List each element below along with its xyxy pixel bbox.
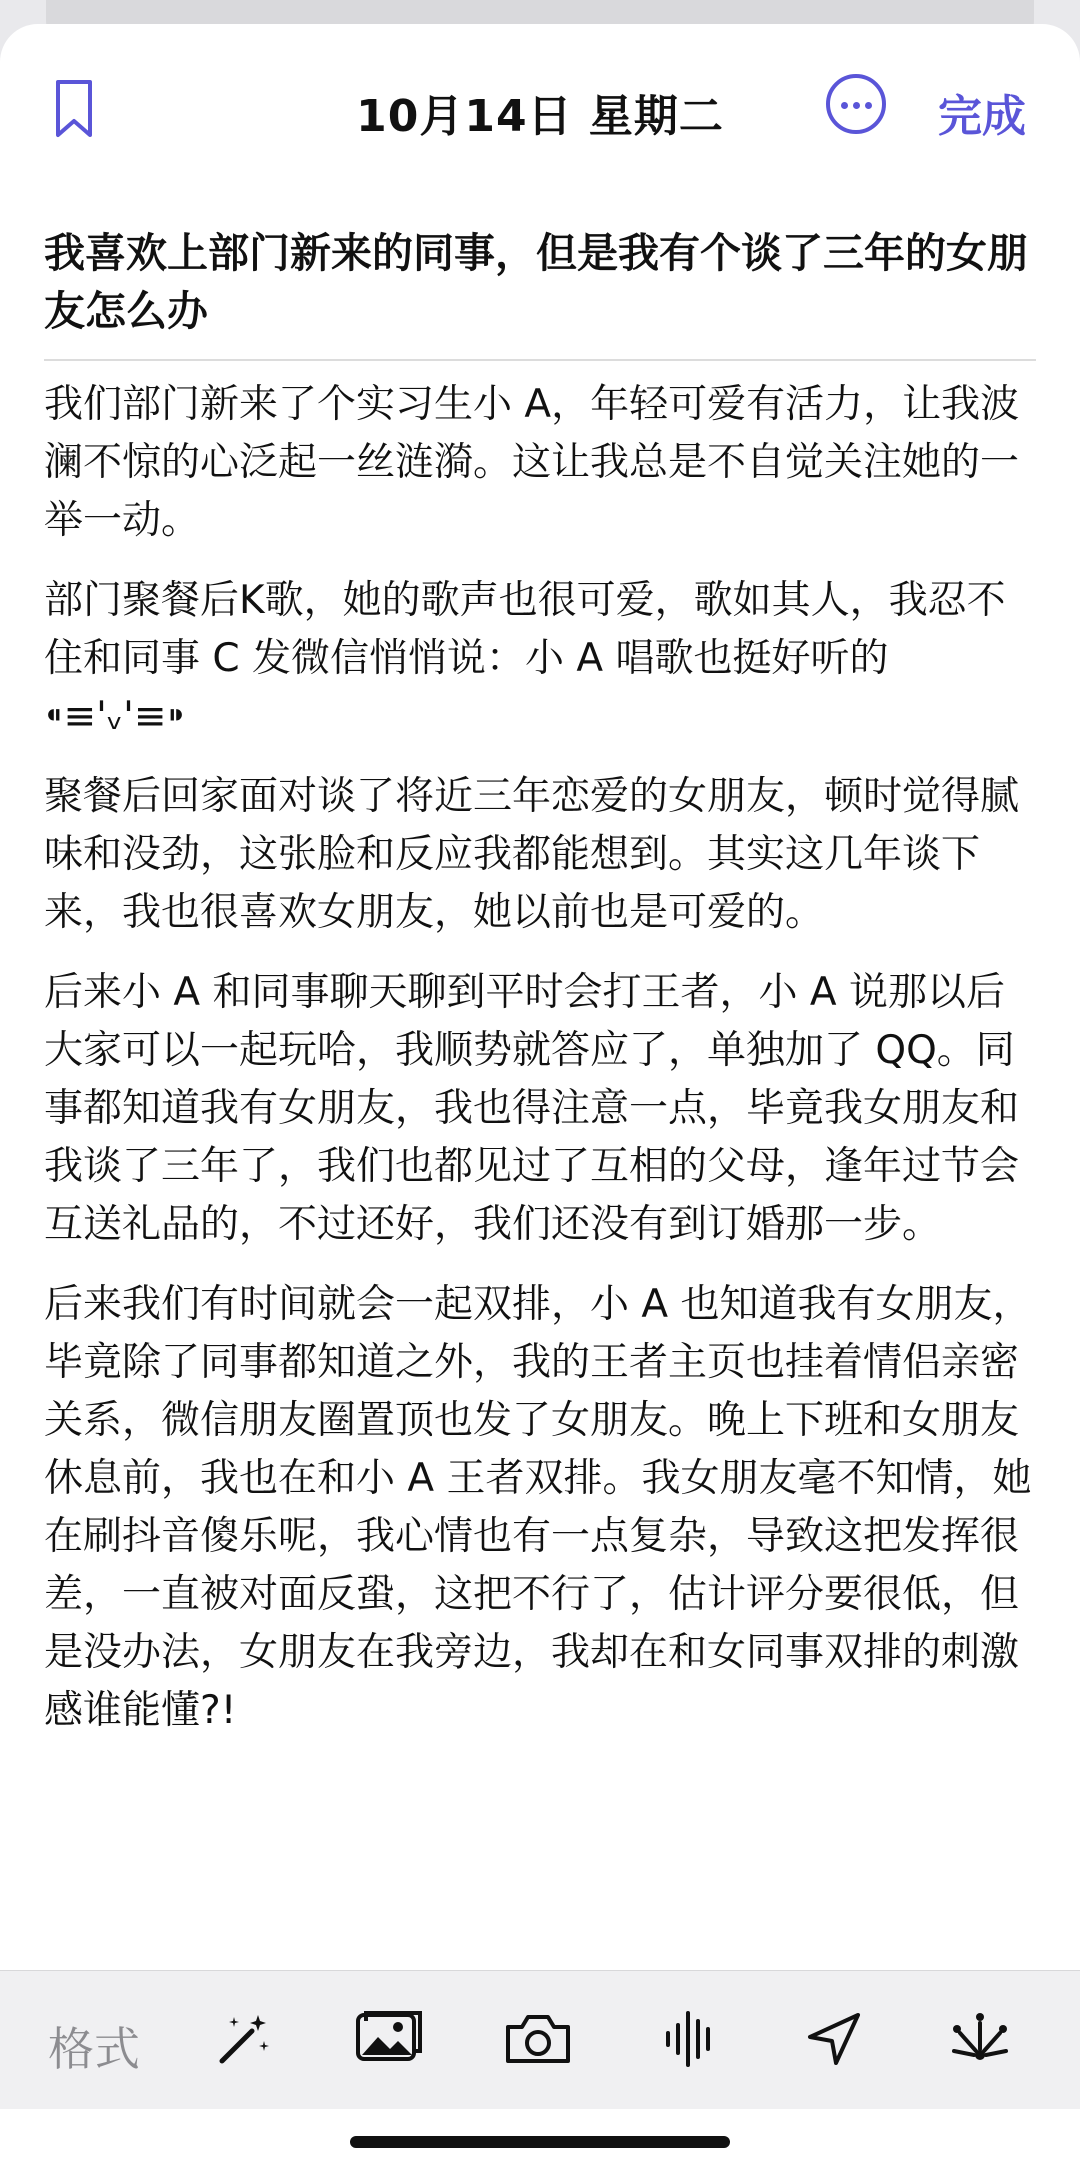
format-toolbar [0,1970,1080,2109]
note-date: 10月14日 星期二 [356,91,724,142]
more-options-button[interactable] [826,74,886,134]
waveform-icon[interactable] [658,2007,722,2071]
note-paragraph[interactable]: 后来小 A 和同事聊天聊到平时会打王者，小 A 说那以后大家可以一起玩哈，我顺势就答应了，单独加了 QQ。同事都知道我有女朋友，我也得注意一点，毕竟我女朋友和我谈了三年了，我们也都见过了互相的父母，逢年过节会互送礼品的，不过还好，我们还没有到订婚那一步。 [44,970,1020,1247]
done-button[interactable]: 完成 [938,91,1026,142]
send-arrow-icon[interactable] [802,2007,866,2071]
note-paragraph[interactable]: 后来我们有时间就会一起双排，小 A 也知道我有女朋友，毕竟除了同事都知道之外，我的王者主页也挂着情侣亲密关系，微信朋友圈置顶也发了女朋友。晚上下班和女朋友休息前，我也在和小 A 王者双排。我女朋友毫不知情，她在刷抖音傻乐呢，我心情也有一点复杂，导致这把发挥很差，一直被对面反蛩，这把不行了，估计评分要很低，但是没办法，女朋友在我旁边，我却在和女同事双排的刺激感谁能懂?! [44,1282,1032,1733]
note-paragraph[interactable]: 部门聚餐后K歌，她的歌声也很可爱，歌如其人，我忍不住和同事 C 发微信悄悄说：小 A 唱歌也挺好听的 ⁌≡'ᵥ'≡⁍ [44,578,1006,739]
note-body[interactable] [44,376,1034,1762]
photo-library-icon[interactable] [354,2007,426,2071]
ellipsis-dot [853,102,860,109]
bookmark-icon[interactable] [54,78,94,140]
camera-icon[interactable] [502,2007,574,2071]
title-divider [44,359,1036,361]
format-button[interactable]: 格式 [48,2022,140,2076]
magic-wand-icon[interactable] [212,2007,276,2071]
note-paragraph[interactable]: 聚餐后回家面对谈了将近三年恋爱的女朋友，顿时觉得腻味和没劲，这张脸和反应我都能想到。其实这几年谈下来，我也很喜欢女朋友，她以前也是可爱的。 [44,774,1020,935]
home-indicator [350,2136,730,2148]
burst-icon[interactable] [948,2007,1012,2071]
ellipsis-dot [841,102,848,109]
ellipsis-dot [865,102,872,109]
note-title[interactable]: 我喜欢上部门新来的同事，但是我有个谈了三年的女朋友怎么办 [44,229,1028,335]
note-paragraph[interactable]: 我们部门新来了个实习生小 A，年轻可爱有活力，让我波澜不惊的心泛起一丝涟漪。这让我总是不自觉关注她的一举一动。 [44,382,1020,543]
note-header [0,24,1080,194]
note-sheet [0,24,1080,2181]
